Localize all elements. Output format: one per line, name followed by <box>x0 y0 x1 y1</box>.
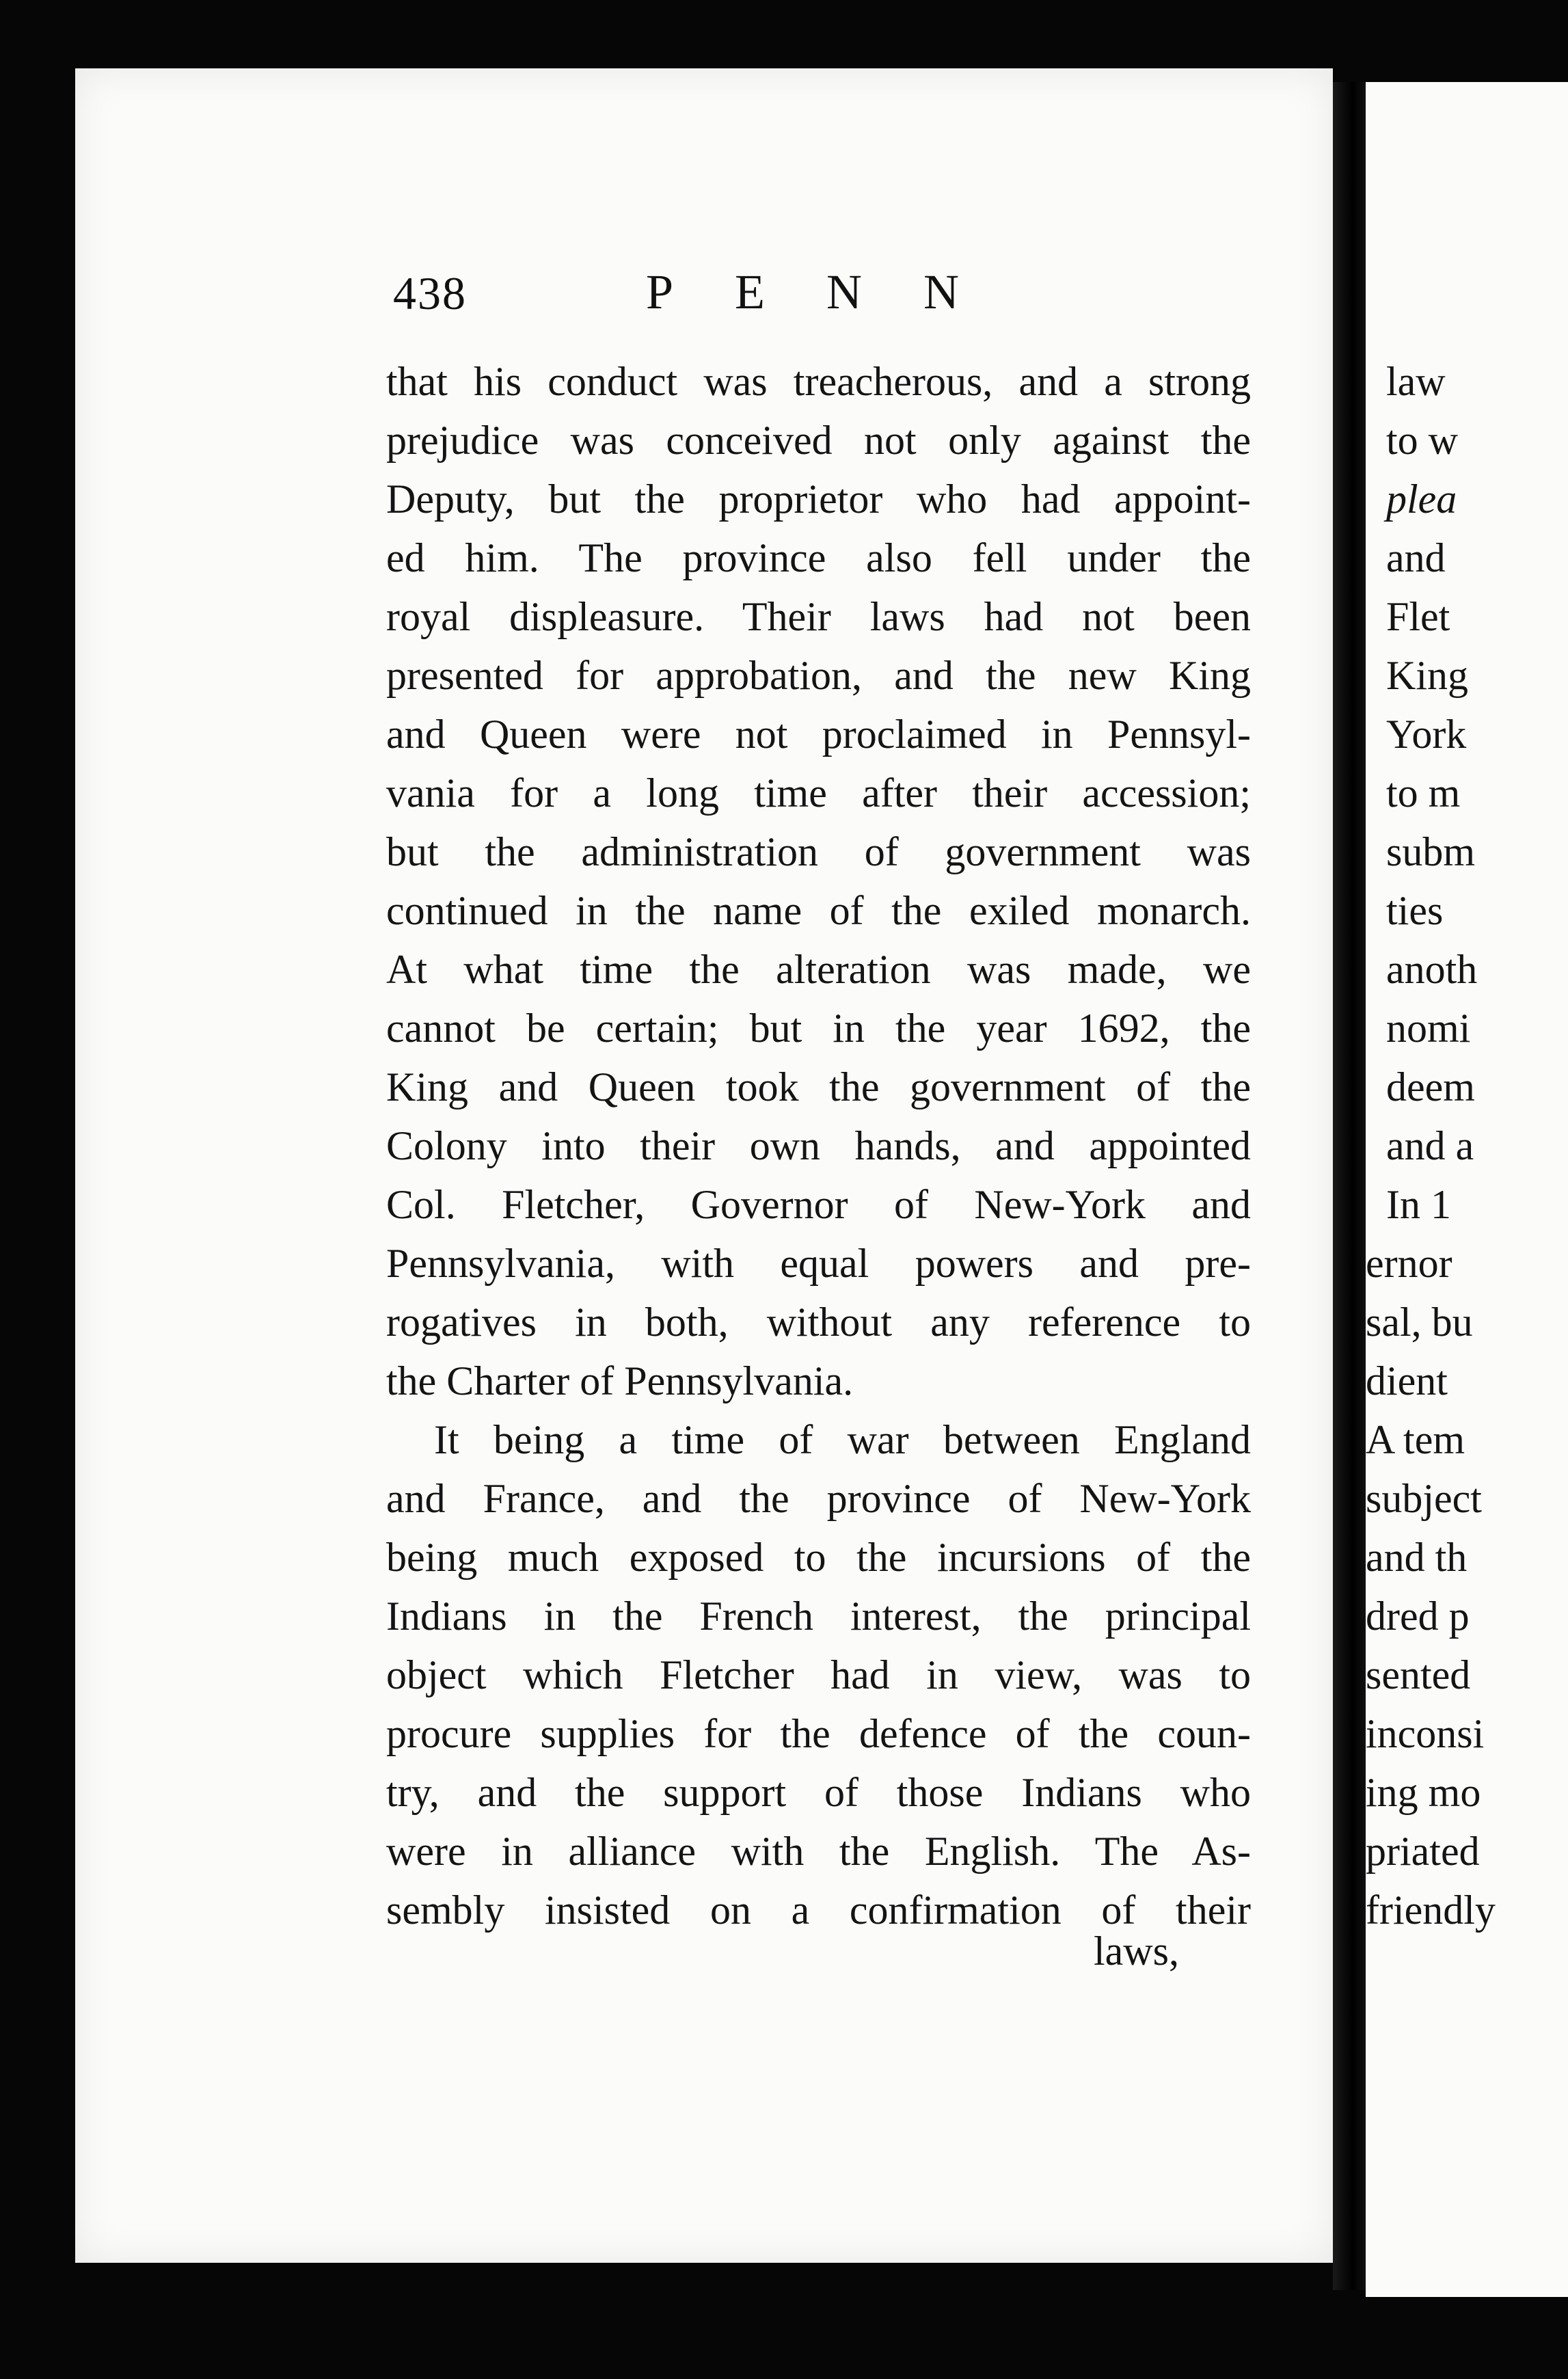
right-text-fragment: ties <box>1386 888 1444 933</box>
text-line: the Charter of Pennsylvania. <box>386 1358 854 1403</box>
right-text-fragment: King <box>1386 653 1468 698</box>
text-line: ed him. The province also fell under the <box>386 535 1251 580</box>
text-line: Indians in the French interest, the principal <box>386 1594 1251 1639</box>
right-text-fragment: deem <box>1386 1064 1475 1110</box>
catchword: laws, <box>1094 1928 1179 1974</box>
right-text-fragment: dient <box>1366 1358 1448 1403</box>
text-line: At what time the alteration was made, we <box>386 947 1251 992</box>
text-line: continued in the name of the exiled monarch. <box>386 888 1251 933</box>
text-line: and France, and the province of New-York <box>386 1476 1251 1521</box>
right-text-fragment: to m <box>1386 770 1461 816</box>
right-text-fragment: plea <box>1386 476 1457 522</box>
right-text-fragment: In 1 <box>1386 1182 1451 1227</box>
right-text-fragment: friendly <box>1366 1887 1496 1933</box>
text-line: were in alliance with the English. The As- <box>386 1829 1251 1874</box>
right-text-fragment: anoth <box>1386 947 1478 992</box>
text-line: royal displeasure. Their laws had not been <box>386 594 1251 639</box>
text-line: prejudice was conceived not only against the <box>386 418 1251 463</box>
text-line: Deputy, but the proprietor who had appoint- <box>386 476 1251 522</box>
book-gutter <box>1333 82 1366 2290</box>
text-line: Colony into their own hands, and appointed <box>386 1123 1251 1168</box>
right-text-fragment: to w <box>1386 418 1458 463</box>
right-page-text <box>1366 352 1568 1939</box>
text-line: and Queen were not proclaimed in Pennsyl- <box>386 712 1251 757</box>
text-line: sembly insisted on a confirmation of their <box>386 1887 1251 1933</box>
right-text-fragment: law <box>1386 359 1446 404</box>
right-text-fragment: inconsi <box>1366 1711 1485 1756</box>
right-text-fragment: ernor <box>1366 1241 1452 1286</box>
right-text-fragment: nomi <box>1386 1006 1471 1051</box>
text-line: King and Queen took the government of the <box>386 1064 1251 1110</box>
right-text-fragment: and th <box>1366 1535 1468 1580</box>
text-line: vania for a long time after their accession; <box>386 770 1251 816</box>
right-text-fragment: subm <box>1386 829 1476 874</box>
text-line: but the administration of government was <box>386 829 1251 874</box>
text-line: cannot be certain; but in the year 1692, the <box>386 1006 1251 1051</box>
right-text-fragment: A tem <box>1366 1417 1465 1462</box>
text-line: rogatives in both, without any reference to <box>386 1300 1251 1345</box>
text-line: Pennsylvania, with equal powers and pre- <box>386 1241 1251 1286</box>
text-line: procure supplies for the defence of the coun- <box>386 1711 1251 1756</box>
right-text-fragment: ing mo <box>1366 1770 1481 1815</box>
page-number: 438 <box>393 267 467 319</box>
text-line: try, and the support of those Indians who <box>386 1770 1251 1815</box>
right-text-fragment: and <box>1386 535 1446 580</box>
text-line: It being a time of war between England <box>434 1417 1251 1462</box>
right-text-fragment: and a <box>1386 1123 1474 1168</box>
right-text-fragment: dred p <box>1366 1594 1470 1639</box>
right-text-fragment: sal, bu <box>1366 1300 1473 1345</box>
text-line: that his conduct was treacherous, and a strong <box>386 359 1251 404</box>
right-text-fragment: York <box>1386 712 1467 757</box>
text-line: Col. Fletcher, Governor of New-York and <box>386 1182 1251 1227</box>
running-head <box>393 267 1077 335</box>
right-text-fragment: subject <box>1366 1476 1482 1521</box>
text-line: object which Fletcher had in view, was to <box>386 1652 1251 1697</box>
right-text-fragment: Flet <box>1386 594 1450 639</box>
text-line: being much exposed to the incursions of the <box>386 1535 1251 1580</box>
right-text-fragment: sented <box>1366 1652 1471 1697</box>
left-page-text <box>386 352 1251 1939</box>
text-line: presented for approbation, and the new King <box>386 653 1251 698</box>
right-text-fragment: priated <box>1366 1829 1480 1874</box>
running-title: PENN <box>646 265 1021 319</box>
right-page <box>1366 82 1568 2297</box>
